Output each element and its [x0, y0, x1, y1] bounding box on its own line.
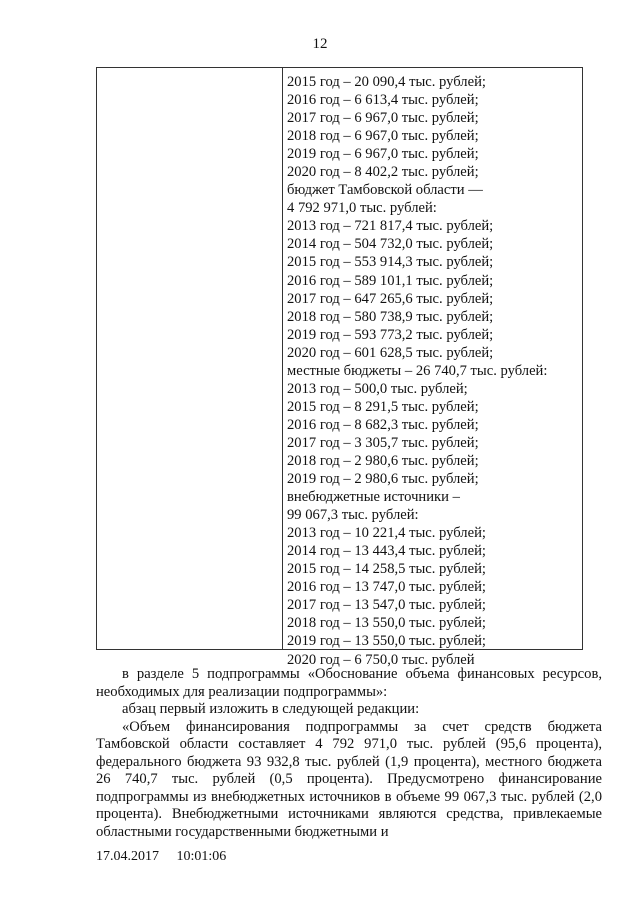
footer-time: 10:01:06: [176, 849, 227, 864]
table-line: 2014 год – 13 443,4 тыс. рублей;: [287, 543, 486, 560]
table-line: 4 792 971,0 тыс. рублей:: [287, 200, 437, 217]
table-line: внебюджетные источники –: [287, 489, 460, 506]
table-column-divider: [282, 68, 283, 649]
table-line: 2019 год – 593 773,2 тыс. рублей;: [287, 326, 494, 343]
table-line: 2016 год – 8 682,3 тыс. рублей;: [287, 416, 479, 433]
table-line: 2018 год – 2 980,6 тыс. рублей;: [287, 452, 479, 469]
table-line: 2015 год – 14 258,5 тыс. рублей;: [287, 561, 486, 578]
table-line: 2018 год – 580 738,9 тыс. рублей;: [287, 308, 494, 325]
table-line: 2016 год – 13 747,0 тыс. рублей;: [287, 579, 486, 596]
table-line: 2019 год – 6 967,0 тыс. рублей;: [287, 146, 479, 163]
table-line: 2015 год – 20 090,4 тыс. рублей;: [287, 74, 486, 90]
table-line: 2016 год – 589 101,1 тыс. рублей;: [287, 272, 494, 289]
table-line: 2020 год – 6 750,0 тыс. рублей: [287, 651, 475, 668]
paragraph-funding-volume: «Объем финансирования подпрограммы за счет средств бюджета Тамбовской области составляет 4 792 971,0 тыс. рублей (95,6 процента), федерального бюджета 93 932,8 тыс. рублей (1,9 процента), местного бюджета 26 740,7 тыс. рублей (0,5 процента). Предусмотрено финансирование подпрограммы из внебюджетных источников в объеме 99 067,3 тыс. рублей (2,0 процента). Внебюджетными источниками являются средства, привлекаемые областными государственными бюджетными и: [96, 718, 602, 840]
table-line: 99 067,3 тыс. рублей:: [287, 507, 419, 524]
table-line: 2020 год – 8 402,2 тыс. рублей;: [287, 164, 479, 181]
table-line: 2017 год – 13 547,0 тыс. рублей;: [287, 597, 486, 614]
table-line: 2018 год – 13 550,0 тыс. рублей;: [287, 615, 486, 632]
paragraph-section-5: в разделе 5 подпрограммы «Обоснование объема финансовых ресурсов, необходимых для реализации подпрограммы»:: [96, 666, 602, 700]
table-line: 2015 год – 8 291,5 тыс. рублей;: [287, 398, 479, 415]
table-line: 2017 год – 6 967,0 тыс. рублей;: [287, 110, 479, 127]
table-line: бюджет Тамбовской области —: [287, 182, 483, 199]
table-line: 2013 год – 10 221,4 тыс. рублей;: [287, 525, 486, 542]
table-line: 2019 год – 2 980,6 тыс. рублей;: [287, 471, 479, 488]
table-line: 2013 год – 500,0 тыс. рублей;: [287, 380, 468, 397]
footer-timestamp: [96, 848, 226, 865]
table-line: 2019 год – 13 550,0 тыс. рублей;: [287, 633, 486, 650]
table-line: 2020 год – 601 628,5 тыс. рублей;: [287, 344, 494, 361]
footer-date: 17.04.2017: [96, 849, 159, 864]
page-number: 12: [312, 36, 328, 52]
table-line: 2017 год – 647 265,6 тыс. рублей;: [287, 290, 494, 307]
table-line: 2016 год – 6 613,4 тыс. рублей;: [287, 92, 479, 109]
body-text: [96, 666, 602, 841]
table-line: 2015 год – 553 914,3 тыс. рублей;: [287, 254, 494, 271]
table-line: 2018 год – 6 967,0 тыс. рублей;: [287, 128, 479, 145]
table-funding-cell: [287, 73, 576, 669]
table-line: 2014 год – 504 732,0 тыс. рублей;: [287, 236, 494, 253]
table-line: 2013 год – 721 817,4 тыс. рублей;: [287, 218, 494, 235]
table-line: 2017 год – 3 305,7 тыс. рублей;: [287, 434, 479, 451]
funding-table: [96, 67, 583, 668]
table-line: местные бюджеты – 26 740,7 тыс. рублей:: [287, 362, 548, 379]
paragraph-instruction: абзац первый изложить в следующей редакции:: [122, 701, 420, 717]
